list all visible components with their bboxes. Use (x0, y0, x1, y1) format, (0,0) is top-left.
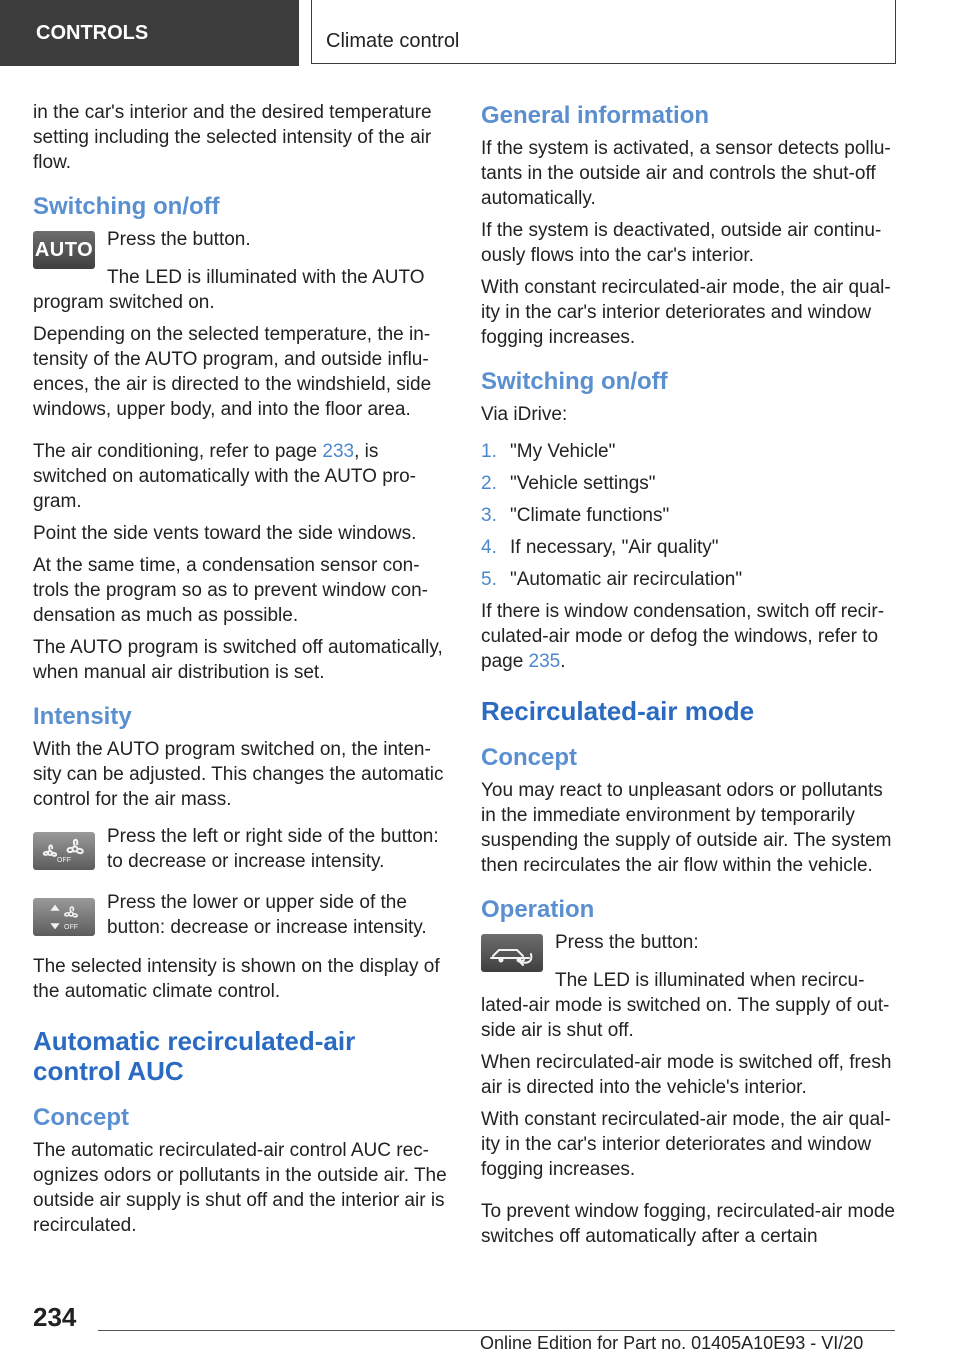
fresh-air-paragraph: When recirculated-air mode is switched off, fresh air is directed into the vehicle's interior. (481, 1052, 892, 1098)
intensity-heading: Intensity (33, 703, 132, 730)
left-column (33, 100, 449, 1245)
ac-text-end: , is switched on automatically with the AUTO program. (33, 441, 416, 512)
condensation-paragraph: At the same time, a condensation sensor controls the program so as to prevent window condensation as much as possible. (33, 555, 428, 626)
footer-divider (98, 1330, 895, 1331)
recirc-button-row (481, 930, 899, 968)
idrive-steps (481, 439, 899, 592)
condensation-right-paragraph (481, 599, 899, 674)
list-item (481, 471, 899, 496)
auto-button-row (33, 227, 449, 265)
press-lower-upper-text: Press the lower or upper side of the button: decrease or increase intensity. (107, 892, 427, 938)
page-header (0, 0, 960, 66)
auto-icon-label: AUTO (34, 238, 94, 261)
ac-paragraph (33, 439, 449, 514)
intensity-lr-row (33, 824, 449, 874)
auto-off-paragraph: The AUTO program is switched off automatically, when manual air distribution is set. (33, 637, 443, 683)
list-item (481, 439, 899, 464)
led-recirc-text: The LED is illuminated when recirculated-air mode is switched on. The supply of outside air is shut off. (481, 970, 890, 1041)
constant-paragraph: With constant recirculated-air mode, the air quality in the car's interior deteriorates and window fogging increases. (481, 1109, 891, 1180)
fan-intensity-left-right-icon (33, 832, 95, 870)
fan-intensity-up-down-icon (33, 898, 95, 936)
point-vents-paragraph: Point the side vents toward the side windows. (33, 523, 417, 544)
condensation-text: If there is window condensation, switch off recirculated-air mode or defog the windows, refer to page (481, 601, 885, 672)
press-left-right-text: Press the left or right side of the button: to decrease or increase intensity. (107, 826, 439, 872)
operation-heading: Operation (481, 896, 595, 923)
right-column (481, 100, 899, 1256)
ac-text: The air conditioning, refer to page (33, 441, 323, 462)
press-button-right: Press the button: (555, 932, 699, 953)
page-link-235[interactable]: 235 (528, 651, 561, 672)
svg-text:OFF: OFF (57, 857, 71, 864)
intensity-paragraph: With the AUTO program switched on, the intensity can be adjusted. This changes the automatic control for the air mass. (33, 739, 444, 810)
recirc-heading: Recirculated-air mode (481, 696, 755, 726)
recirc-concept-paragraph: You may react to unpleasant odors or pollutants in the immediate environment by temporarily suspending the supply of outside air. The system then recirculates the air flow within the vehicle. (481, 780, 892, 876)
step-number: 5. (481, 569, 497, 590)
page-link-233[interactable]: 233 (322, 441, 355, 462)
step-number: 1. (481, 441, 497, 462)
step-number: 4. (481, 537, 497, 558)
page-number: 234 (33, 1302, 77, 1332)
section-label: CONTROLS (0, 0, 299, 66)
led-text: The LED is illuminated with the AUTO program switched on. (33, 267, 425, 313)
step-text: "Climate functions" (510, 505, 670, 526)
step-number: 3. (481, 505, 497, 526)
switching-heading-right: Switching on/off (481, 368, 668, 395)
switching-heading: Switching on/off (33, 193, 220, 220)
general-heading: General information (481, 102, 710, 129)
intensity-ud-row (33, 890, 449, 940)
general-paragraph-1: If the system is activated, a sensor detects pollutants in the outside air and controls the shut-off automatically. (481, 138, 891, 209)
step-text: "Vehicle settings" (510, 473, 656, 494)
auc-concept-paragraph: The automatic recirculated-air control AUC recognizes odors or pollutants in the outside air. The outside air supply is shut off and the interior air is recirculated. (33, 1140, 447, 1236)
intro-paragraph: in the car's interior and the desired temperature setting including the selected intensity of the air flow. (33, 102, 432, 173)
step-number: 2. (481, 473, 497, 494)
recirc-concept-heading: Concept (481, 744, 577, 771)
prevent-paragraph: To prevent window fogging, recirculated-air mode switches off automatically after a certain (481, 1201, 895, 1247)
step-text: "Automatic air recirculation" (510, 569, 743, 590)
via-idrive: Via iDrive: (481, 404, 568, 425)
auc-heading: Automatic recirculated-air control AUC (33, 1026, 356, 1086)
general-paragraph-3: With constant recirculated-air mode, the air quality in the car's interior deteriorates and window fogging increases. (481, 277, 891, 348)
press-button-text: Press the button. (107, 229, 251, 250)
auc-concept-heading: Concept (33, 1104, 129, 1131)
step-text: "My Vehicle" (510, 441, 616, 462)
depending-paragraph: Depending on the selected temperature, the intensity of the AUTO program, and outside influences, the air is directed to the windshield, side windows, upper body, and into the floor area. (33, 324, 432, 420)
condensation-text-end: . (560, 651, 566, 672)
edition-label: Online Edition for Part no. 01405A10E93 - VI/20 (480, 1333, 864, 1353)
svg-text:OFF: OFF (64, 924, 78, 931)
intensity-display-paragraph: The selected intensity is shown on the display of the automatic climate control. (33, 956, 440, 1002)
list-item (481, 567, 899, 592)
auto-button-icon (33, 231, 95, 269)
general-paragraph-2: If the system is deactivated, outside air continuously flows into the car's interior. (481, 220, 882, 266)
list-item (481, 503, 899, 528)
list-item (481, 535, 899, 560)
chapter-title: Climate control (311, 0, 896, 64)
step-text: If necessary, "Air quality" (510, 537, 719, 558)
recirculation-button-icon (481, 934, 543, 972)
